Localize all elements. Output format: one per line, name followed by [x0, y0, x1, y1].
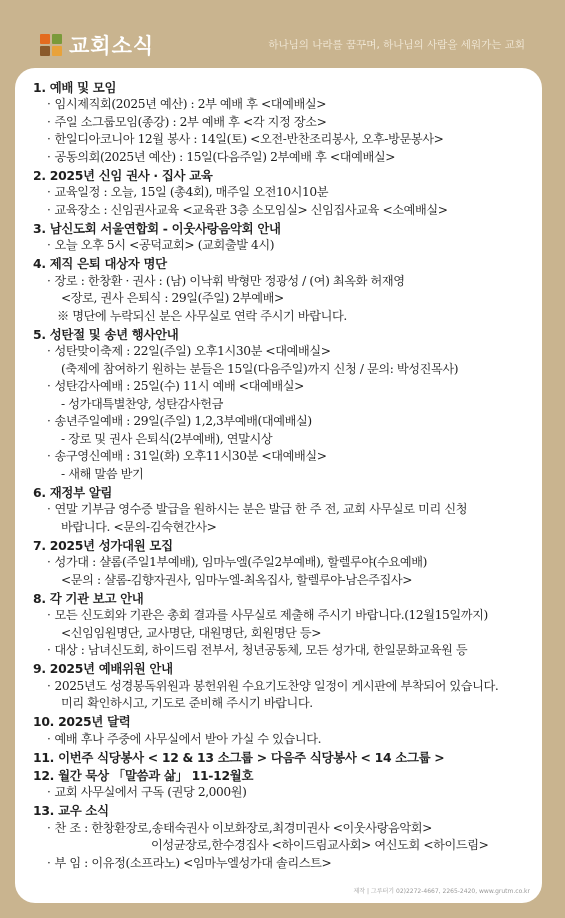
bullet-icon: · [47, 855, 51, 870]
news-line [33, 572, 533, 590]
news-line [33, 554, 533, 572]
news-section [33, 484, 533, 537]
news-line [33, 820, 533, 838]
news-line [33, 855, 533, 873]
section-title: 4. 제직 은퇴 대상자 명단 [33, 256, 167, 271]
bullet-icon: · [47, 97, 51, 111]
news-card [15, 68, 542, 903]
news-list [33, 78, 533, 872]
page-title: 교회소식 [69, 34, 155, 58]
news-line [33, 625, 533, 643]
news-line [33, 413, 533, 431]
news-section [33, 767, 533, 802]
line-text: 바랍니다. <문의-김숙현간사> [61, 519, 217, 534]
line-text: 오늘 오후 5시 <공덕교회> (교회출발 4시) [54, 238, 275, 252]
news-line [33, 96, 533, 114]
line-text: 주일 소그룹모임(종강) : 2부 예배 후 <각 지정 장소> [54, 114, 327, 129]
news-line [33, 607, 533, 625]
bullet-icon: · [47, 608, 51, 622]
section-title: 6. 재정부 알림 [33, 484, 113, 500]
news-line [33, 448, 533, 466]
news-line [33, 678, 533, 696]
section-title: 13. 교우 소식 [33, 803, 109, 818]
bullet-icon: · [47, 449, 51, 463]
line-text: (축제에 참여하기 원하는 분들은 15일(다음주일)까지 신청 / 문의: 박성진목사) [61, 361, 459, 376]
page-header [0, 0, 565, 70]
news-line [33, 184, 533, 202]
news-line [33, 642, 533, 660]
news-line [33, 361, 533, 379]
bullet-icon: · [47, 344, 51, 358]
line-text: 예배 후나 주중에 사무실에서 받아 가실 수 있습니다. [54, 731, 322, 746]
news-section [33, 660, 533, 713]
news-line [33, 343, 533, 361]
line-text: 성탄감사예배 : 25일(수) 11시 예배 <대예배실> [54, 379, 304, 393]
line-text: <신임임원명단, 교사명단, 대원명단, 회원명단 등> [61, 625, 322, 640]
line-text: ※ 명단에 누락되신 분은 사무실로 연락 주시기 바랍니다. [57, 308, 347, 323]
section-title: 9. 2025년 예배위원 안내 [33, 661, 173, 676]
line-text: - 새해 말씀 받기 [61, 466, 144, 481]
line-text: 송구영신예배 : 31일(화) 오후11시30분 <대예배실> [54, 449, 327, 463]
news-line [33, 396, 533, 414]
line-text: 찬 조 : 한창환장로,송태숙권사 이보화장로,최경미권사 <이웃사랑음악회> [54, 820, 432, 835]
bullet-icon: · [47, 820, 51, 835]
news-section [33, 590, 533, 660]
news-section [33, 713, 533, 748]
news-line [33, 501, 533, 519]
line-text: 송년주일예배 : 29일(주일) 1,2,3부예배(대예배실) [54, 414, 312, 428]
line-text: 연말 기부금 영수증 발급을 원하시는 분은 발급 한 주 전, 교회 사무실로 미리 신청 [54, 502, 468, 516]
bullet-icon: · [47, 273, 51, 288]
line-text: 이성균장로,한수경집사 <하이드림교사회> 여신도회 <하이드림> [151, 838, 489, 852]
line-text: 공동의회(2025년 예산) : 15일(다음주일) 2부예배 후 <대예배실> [54, 149, 396, 164]
bullet-icon: · [47, 414, 51, 428]
line-text: 성탄맞이축제 : 22일(주일) 오후1시30분 <대예배실> [54, 344, 331, 358]
bullet-icon: · [47, 555, 51, 569]
line-text: 성가대 : 샬롬(주일1부예배), 임마누엘(주일2부예배), 할렐루야(수요예배) [54, 555, 427, 569]
line-text: 미리 확인하시고, 기도로 준비해 주시기 바랍니다. [61, 696, 313, 710]
bullet-icon: · [47, 785, 51, 799]
news-line [33, 273, 533, 291]
news-section [33, 167, 533, 220]
news-line [33, 149, 533, 167]
news-section [33, 802, 533, 872]
news-section [33, 537, 533, 590]
bullet-icon: · [47, 185, 51, 199]
section-title: 12. 월간 묵상 「말씀과 삶」 11-12월호 [33, 767, 254, 783]
bullet-icon: · [47, 678, 51, 693]
footer-credit: 제작 | 그루터기 02)2272-4667, 2265-2420, www.grutm.co.kr [353, 888, 530, 895]
news-line [33, 466, 533, 484]
news-line [33, 378, 533, 396]
section-logo [40, 30, 154, 60]
line-text: 한일디아코니아 12월 봉사 : 14일(토) <오전-반찬조리봉사, 오후-방문봉사> [54, 132, 444, 146]
news-line [33, 131, 533, 149]
section-title: 1. 예배 및 모임 [33, 79, 117, 95]
line-text: 장로 : 한창환 · 권사 : (남) 이낙휘 박형만 정광성 / (여) 최옥화 허재영 [54, 273, 405, 288]
bullet-icon: · [47, 132, 51, 146]
line-text: <장로, 권사 은퇴식 : 29일(주일) 2부예배> [61, 291, 284, 305]
news-line [33, 202, 533, 220]
news-line [33, 308, 533, 326]
news-line [33, 731, 533, 749]
line-text: 교회 사무실에서 구독 (권당 2,000원) [54, 785, 247, 799]
bullet-icon: · [47, 238, 51, 252]
bullet-icon: · [47, 379, 51, 393]
news-line [33, 519, 533, 537]
news-line [33, 695, 533, 713]
bullet-icon: · [47, 731, 51, 746]
section-title: 2. 2025년 신임 권사 · 집사 교육 [33, 167, 213, 183]
line-text: 2025년도 성경봉독위원과 봉헌위원 수요기도찬양 일정이 게시판에 부착되어 있습니다. [54, 678, 499, 693]
bullet-icon: · [47, 149, 51, 164]
section-title: 7. 2025년 성가대원 모집 [33, 537, 173, 553]
line-text: 모든 신도회와 기관은 총회 결과를 사무실로 제출해 주시기 바랍니다.(12월15일까지) [54, 608, 488, 622]
line-text: 교육장소 : 신임권사교육 <교육관 3층 소모임실> 신임집사교육 <소예배실> [54, 202, 448, 217]
bullet-icon: · [47, 502, 51, 516]
line-text: 임시제직회(2025년 예산) : 2부 예배 후 <대예배실> [54, 97, 327, 111]
section-title: 8. 각 기관 보고 안내 [33, 590, 144, 606]
news-section [33, 79, 533, 167]
news-section [33, 220, 533, 255]
section-title: 5. 성탄절 및 송년 행사안내 [33, 326, 179, 342]
news-section [33, 749, 533, 767]
bullet-icon: · [47, 643, 51, 657]
grid-icon [40, 34, 62, 56]
line-text: <문의 : 샬롬-김향자권사, 임마누엘-최옥집사, 할렐루야-남은주집사> [61, 572, 413, 587]
news-line [33, 431, 533, 449]
line-text: - 성가대특별찬양, 성탄감사헌금 [61, 396, 223, 411]
section-title: 11. 이번주 식당봉사 < 12 & 13 소그룹 > 다음주 식당봉사 < 14 소그룹 > [33, 749, 445, 765]
bullet-icon: · [47, 114, 51, 129]
news-line [33, 114, 533, 132]
church-motto: 하나님의 나라를 꿈꾸며, 하나님의 사람을 세워가는 교회 [268, 39, 525, 51]
news-section [33, 255, 533, 325]
section-title: 10. 2025년 달력 [33, 714, 131, 729]
news-line [33, 784, 533, 802]
bullet-icon: · [47, 202, 51, 217]
line-text: - 장로 및 권사 은퇴식(2부예배), 연말시상 [61, 431, 273, 446]
news-line [33, 237, 533, 255]
news-line [33, 290, 533, 308]
news-section [33, 326, 533, 484]
section-title: 3. 남신도회 서울연합회 - 이웃사랑음악회 안내 [33, 220, 281, 236]
news-line [33, 837, 533, 855]
line-text: 부 임 : 이유정(소프라노) <임마누엘성가대 솔리스트> [54, 855, 332, 870]
line-text: 대상 : 남녀신도회, 하이드림 전부서, 청년공동체, 모든 성가대, 한일문화교육원 등 [54, 643, 468, 657]
line-text: 교육일정 : 오늘, 15일 (총4회), 매주일 오전10시10분 [54, 185, 329, 199]
